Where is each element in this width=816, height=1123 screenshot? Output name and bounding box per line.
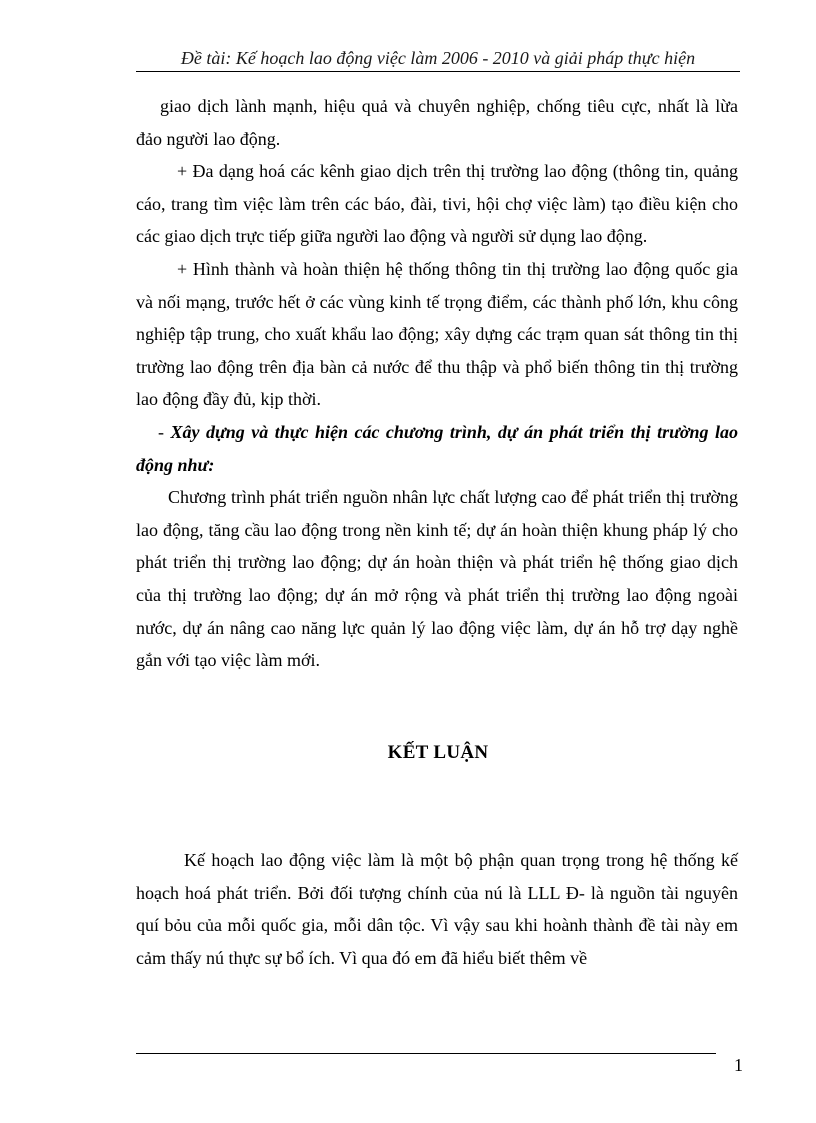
subheading-programs	[136, 416, 738, 481]
paragraph-continuation: giao dịch lành mạnh, hiệu quả và chuyên nghiệp, chống tiêu cực, nhất là lừa đảo người lao động.	[136, 96, 738, 149]
subheading-dash: -	[158, 421, 171, 442]
document-body	[136, 90, 738, 677]
conclusion-body	[136, 844, 738, 974]
footer-divider	[136, 1053, 716, 1054]
paragraph-bullet-information-system: + Hình thành và hoàn thiện hệ thống thông tin thị trường lao động quốc gia và nối mạng, trước hết ở các vùng kinh tế trọng điểm, các thành phố lớn, khu công nghiệp tập trung, cho xuất khẩu lao động; xây dựng các trạm quan sát thông tin thị trường lao động trên địa bàn cả nước để thu thập và phổ biến thông tin thị trường lao động đầy đủ, kịp thời.	[136, 258, 738, 410]
header-divider	[136, 71, 740, 72]
subheading-text: Xây dựng và thực hiện các chương trình, dự án phát triển thị trường lao động như:	[136, 421, 739, 475]
paragraph-bullet-channels: + Đa dạng hoá các kênh giao dịch trên thị trường lao động (thông tin, quảng cáo, trang tìm việc làm trên các báo, đài, tivi, hội chợ việc làm) tạo điều kiện cho các giao dịch trực tiếp giữa người lao động và người sử dụng lao động.	[136, 161, 738, 247]
page-number: 1	[734, 1055, 743, 1075]
page-header-title: Đề tài: Kế hoạch lao động việc làm 2006 - 2010 và giải pháp thực hiện	[180, 48, 696, 68]
paragraph-programs: Chương trình phát triển nguồn nhân lực chất lượng cao để phát triển thị trường lao động, tăng cầu lao động trong nền kinh tế; dự án hoàn thiện khung pháp lý cho phát triển thị trường lao động; dự án hoàn thiện và phát triển hệ thống giao dịch của thị trường lao động; dự án mở rộng và phát triển thị trường lao động ngoài nước, dự án nâng cao năng lực quản lý lao động việc làm, dự án hỗ trợ dạy nghề gắn với tạo việc làm mới.	[136, 487, 738, 671]
conclusion-heading: KẾT LUẬN	[387, 742, 489, 763]
conclusion-paragraph: Kế hoạch lao động việc làm là một bộ phận quan trọng trong hệ thống kế hoạch hoá phát triển. Bởi đối tượng chính của nú là LLL Đ- là nguồn tài nguyên quí bỏu của mỗi quốc gia, mỗi dân tộc. Vì vậy sau khi hoành thành đề tài này em cảm thấy nú thực sự bổ ích. Vì qua đó em đã hiểu biết thêm về	[136, 850, 738, 968]
